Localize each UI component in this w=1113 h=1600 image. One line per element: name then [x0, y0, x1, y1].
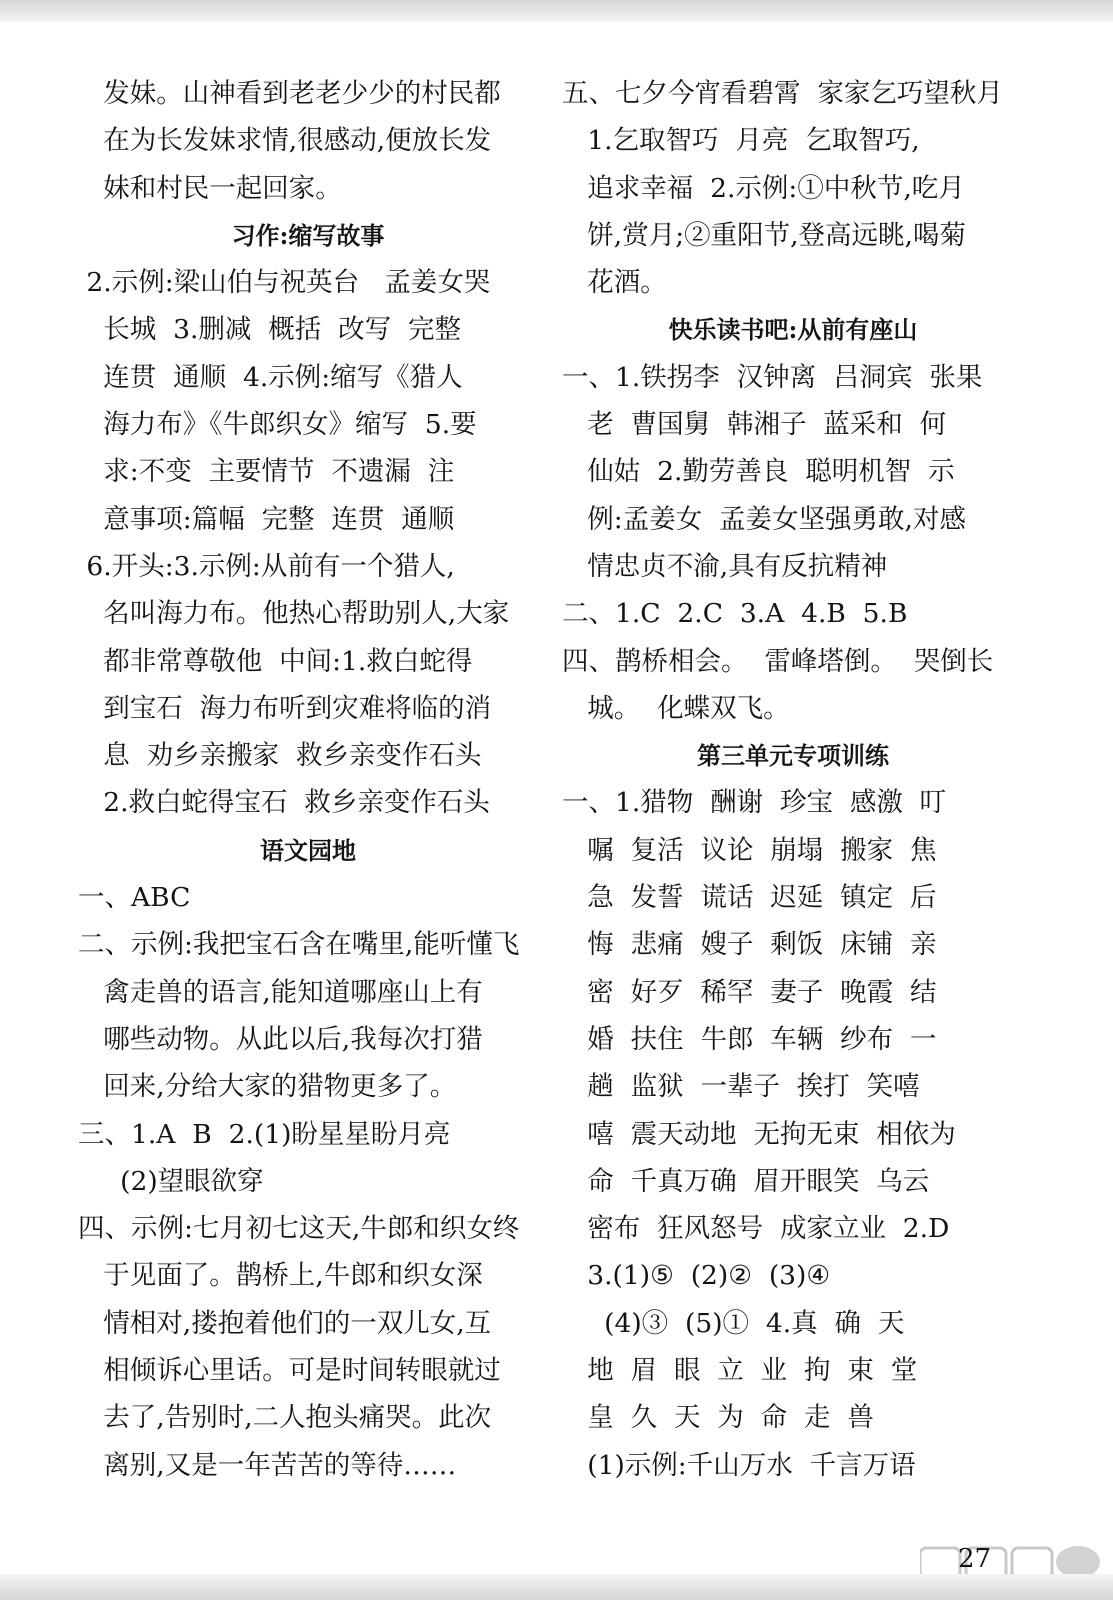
right-line: 老 曹国舅 韩湘子 蓝采和 何 [562, 409, 947, 441]
right-line: (1)示例:千山万水 千言万语 [562, 1449, 916, 1481]
left-line: 2.示例:梁山伯与祝英台 孟姜女哭 [78, 267, 491, 299]
left-line: 四、示例:七月初七这天,牛郎和织女终 [78, 1213, 520, 1245]
right-line: 皇 久 天 为 命 走 兽 [562, 1402, 874, 1434]
right-line: 嘻 震天动地 无拘无束 相依为 [562, 1118, 956, 1150]
left-line: 连贯 通顺 4.示例:缩写《猎人 [78, 361, 463, 393]
right-line: 趟 监狱 一辈子 挨打 笑嘻 [562, 1071, 920, 1103]
section-heading: 快乐读书吧:从前有座山 [668, 315, 918, 345]
right-line: 追求幸福 2.示例:①中秋节,吃月 [562, 172, 965, 204]
left-line: 2.救白蛇得宝石 救乡亲变作石头 [78, 787, 490, 819]
right-line: 悔 悲痛 嫂子 剩饭 床铺 亲 [562, 929, 937, 961]
left-line: 长城 3.删减 概括 改写 完整 [78, 314, 461, 346]
left-line: 在为长发妹求情,很感动,便放长发 [78, 125, 492, 157]
left-line: 相倾诉心里话。可是时间转眼就过 [78, 1355, 501, 1387]
section-heading: 语文园地 [260, 835, 356, 865]
left-line: 6.开头:3.示例:从前有一个猎人, [78, 550, 455, 582]
right-line: 情忠贞不渝,具有反抗精神 [562, 550, 888, 582]
left-line: 哪些动物。从此以后,我每次打猎 [78, 1023, 483, 1055]
left-line: 海力布》《牛郎织女》缩写 5.要 [78, 409, 477, 441]
left-line: 禽走兽的语言,能知道哪座山上有 [78, 976, 483, 1008]
right-line: 地 眉 眼 立 业 拘 束 堂 [562, 1355, 918, 1387]
section-heading: 第三单元专项训练 [697, 741, 889, 771]
left-line: 求:不变 主要情节 不遗漏 注 [78, 456, 455, 488]
right-line: 嘱 复活 议论 崩塌 搬家 焦 [562, 834, 937, 866]
scan-bottom-edge [0, 1574, 1113, 1600]
left-line: 息 劝乡亲搬家 救乡亲变作石头 [78, 740, 482, 772]
left-line: (2)望眼欲穿 [78, 1165, 264, 1197]
right-line: 花酒。 [562, 267, 667, 299]
section-heading: 习作:缩写故事 [231, 220, 385, 250]
page-number: 27 [958, 1544, 992, 1574]
right-line: 饼,赏月;②重阳节,登高远眺,喝菊 [562, 219, 966, 251]
left-line: 情相对,搂抱着他们的一双儿女,互 [78, 1307, 492, 1339]
left-line: 到宝石 海力布听到灾难将临的消 [78, 692, 492, 724]
scan-top-edge [0, 0, 1113, 22]
right-line: 婚 扶住 牛郎 车辆 纱布 一 [562, 1023, 937, 1055]
left-line: 意事项:篇幅 完整 连贯 通顺 [78, 503, 455, 535]
left-line: 去了,告别时,二人抱头痛哭。此次 [78, 1402, 492, 1434]
right-line: 四、鹊桥相会。 雷峰塔倒。 哭倒长 [562, 645, 994, 677]
right-line: 急 发誓 谎话 迟延 镇定 后 [562, 882, 937, 914]
right-line: 城。 化蝶双飞。 [562, 692, 790, 724]
right-line: 一、1.铁拐李 汉钟离 吕洞宾 张果 [562, 361, 983, 393]
right-line: 一、1.猎物 酬谢 珍宝 感激 叮 [562, 787, 947, 819]
right-line: 密 好歹 稀罕 妻子 晚霞 结 [562, 976, 937, 1008]
right-line: 命 千真万确 眉开眼笑 乌云 [562, 1165, 930, 1197]
right-line: 五、七夕今宵看碧霄 家家乞巧望秋月 [562, 78, 1003, 109]
left-line: 于见面了。鹊桥上,牛郎和织女深 [78, 1260, 483, 1292]
right-line: 3.(1)⑤ (2)② (3)④ [562, 1260, 831, 1292]
right-line: 二、1.C 2.C 3.A 4.B 5.B [562, 598, 908, 630]
left-line: 二、示例:我把宝石含在嘴里,能听懂飞 [78, 929, 520, 961]
left-line: 发妹。山神看到老老少少的村民都 [78, 78, 501, 109]
left-line: 一、ABC [78, 882, 191, 914]
right-line: (4)③ (5)① 4.真 确 天 [562, 1307, 905, 1339]
right-line: 密布 狂风怒号 成家立业 2.D [562, 1213, 950, 1245]
left-line: 妹和村民一起回家。 [78, 172, 342, 204]
left-line: 都非常尊敬他 中间:1.救白蛇得 [78, 645, 473, 677]
right-line: 例:孟姜女 孟姜女坚强勇敢,对感 [562, 503, 966, 535]
left-column [78, 70, 538, 1489]
left-line: 离别,又是一年苦苦的等待…… [78, 1449, 457, 1481]
left-line: 三、1.A B 2.(1)盼星星盼月亮 [78, 1118, 451, 1150]
right-line: 仙姑 2.勤劳善良 聪明机智 示 [562, 456, 955, 488]
left-line: 名叫海力布。他热心帮助别人,大家 [78, 598, 510, 630]
left-line: 回来,分给大家的猎物更多了。 [78, 1071, 457, 1103]
right-column [562, 70, 1024, 1489]
right-line: 1.乞取智巧 月亮 乞取智巧, [562, 125, 920, 157]
